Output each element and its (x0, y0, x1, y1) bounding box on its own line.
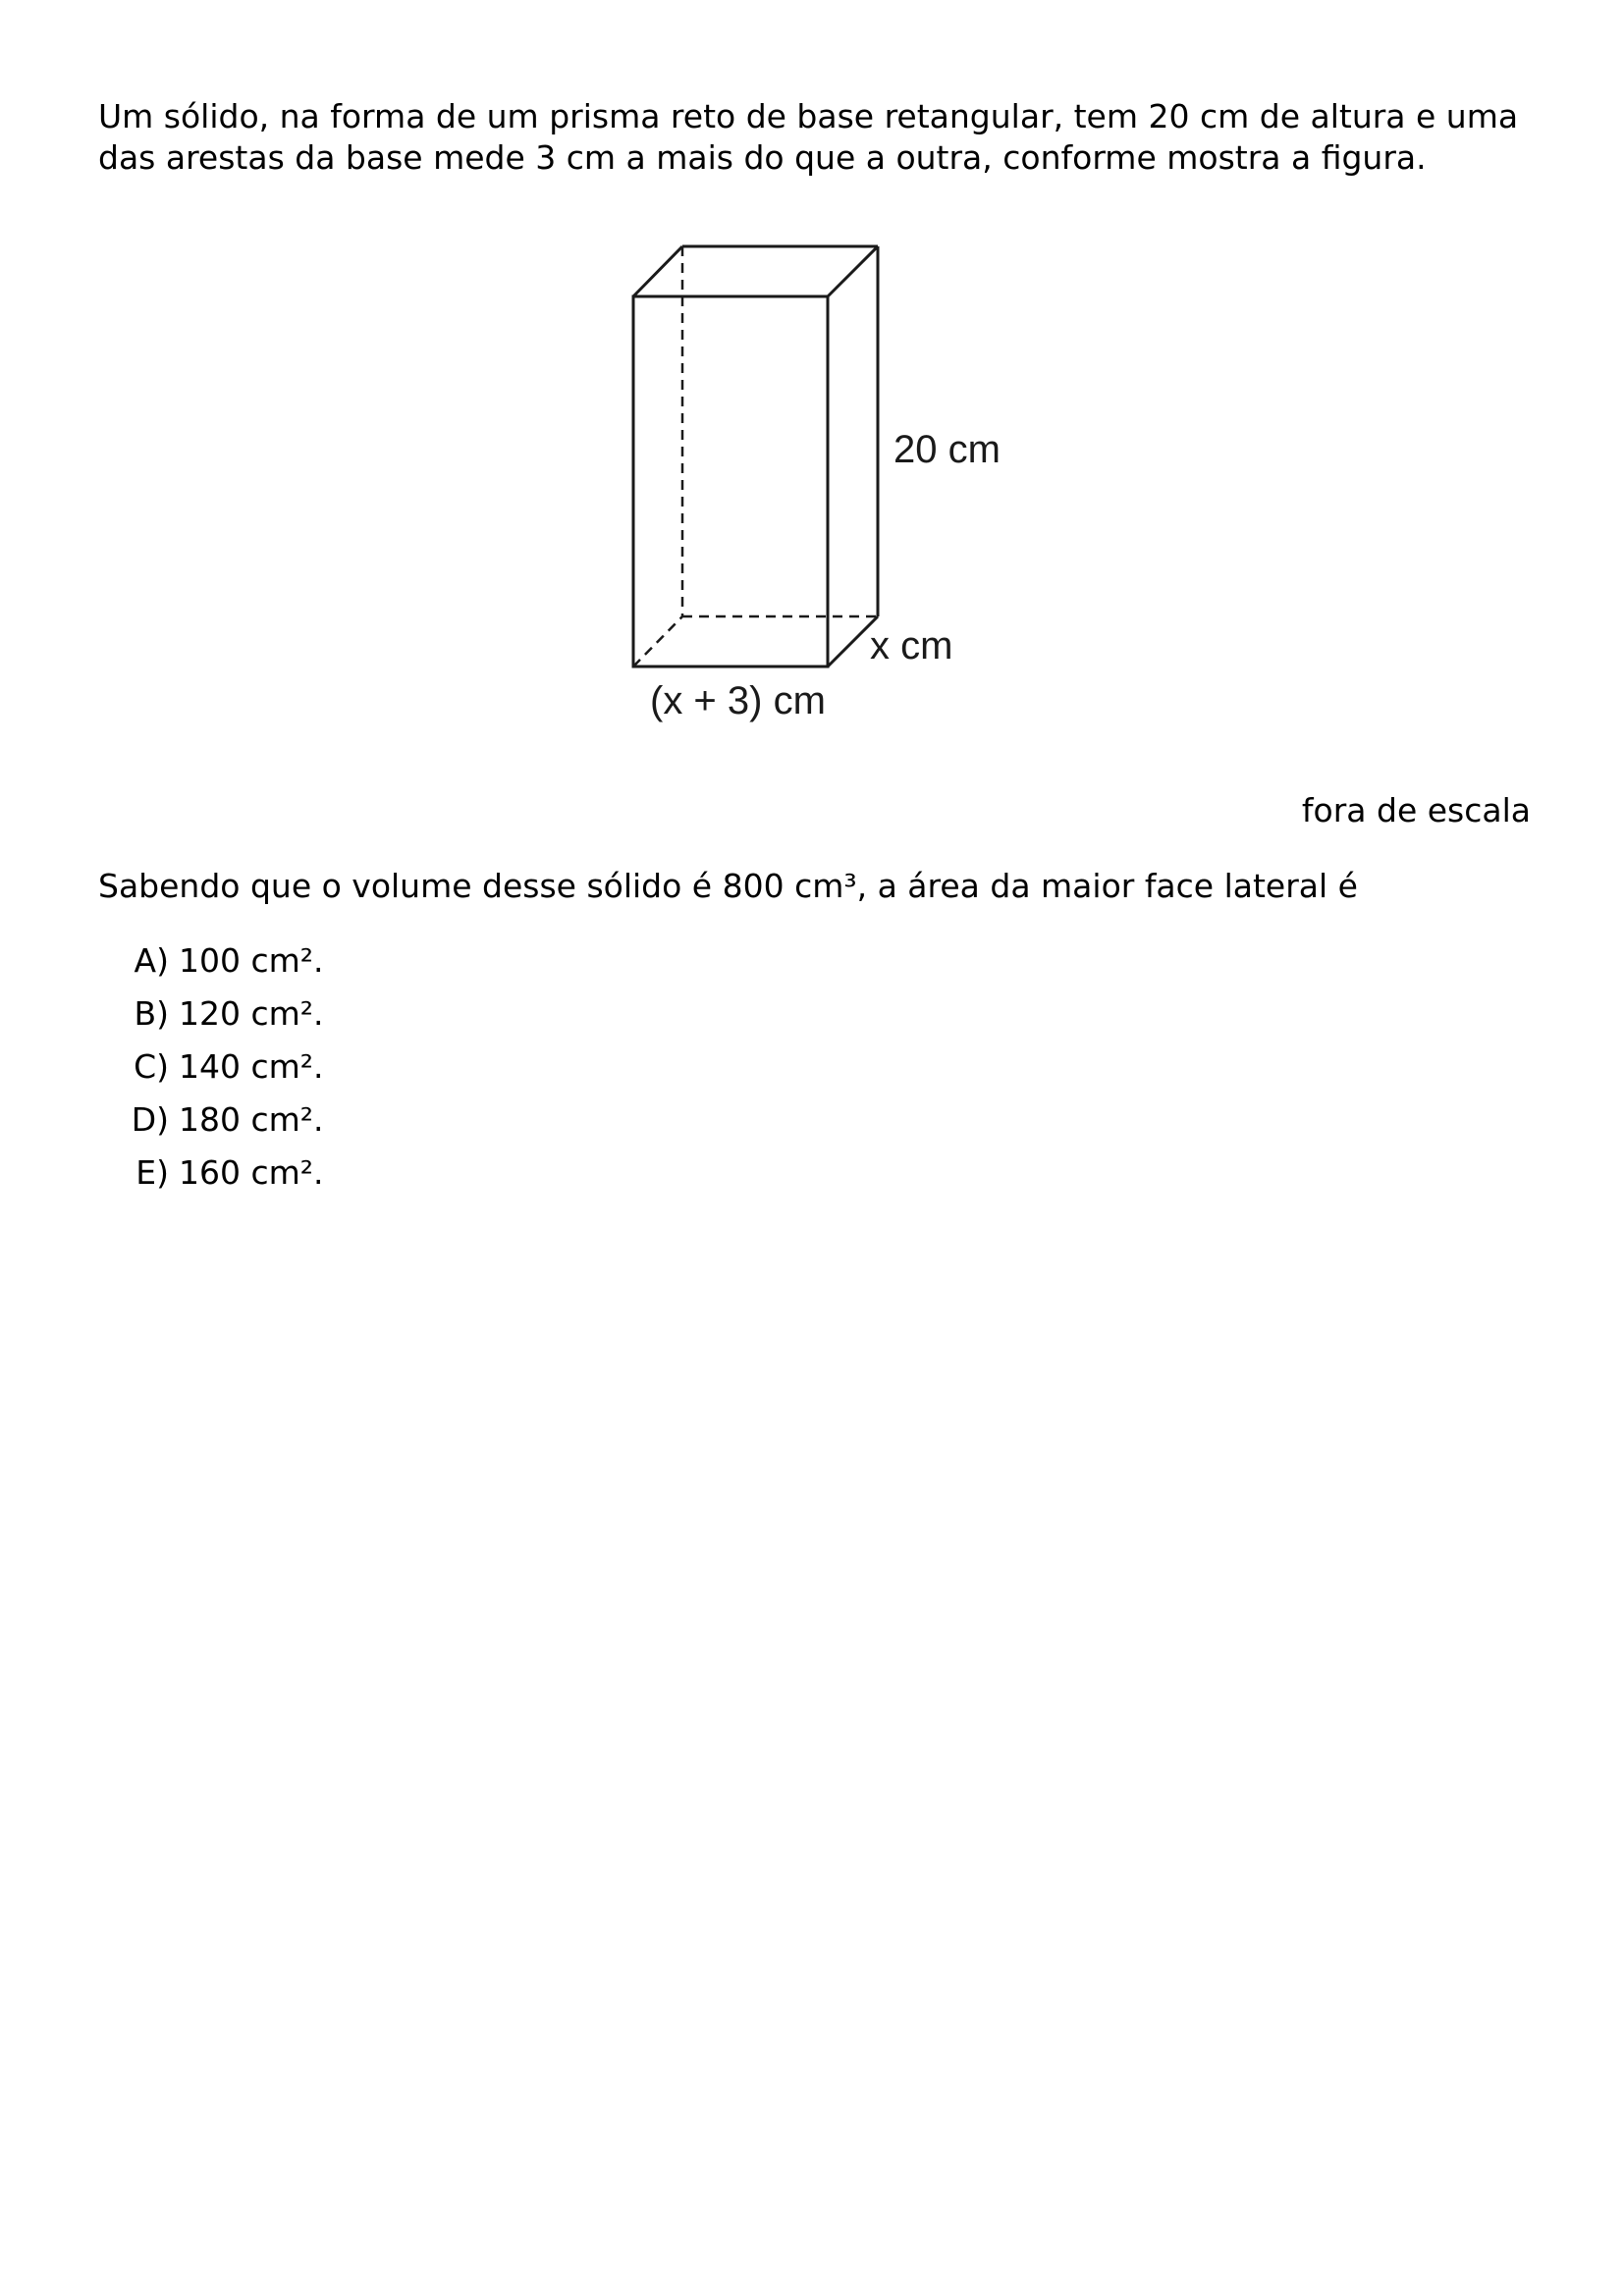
option-a[interactable] (98, 940, 324, 993)
option-letter: E) (135, 1153, 169, 1192)
option-letter: A) (134, 941, 169, 980)
option-text: 140 cm². (179, 1047, 324, 1086)
prism-hidden-diagonal-edge (633, 616, 682, 667)
option-text: 160 cm². (179, 1153, 324, 1192)
prism-top-right-edge (828, 246, 878, 296)
option-letter: C) (134, 1047, 169, 1086)
question-prompt: Sabendo que o volume desse sólido é 800 cm³, a área da maior face lateral é (98, 867, 1358, 905)
option-c[interactable] (98, 1046, 324, 1099)
prism-figure (599, 221, 1031, 741)
option-e[interactable] (98, 1152, 324, 1205)
prism-top-left-edge (633, 246, 682, 296)
answer-options (98, 940, 324, 1205)
option-letter: D) (131, 1100, 169, 1139)
depth-label: x cm (870, 624, 953, 667)
option-letter: B) (134, 994, 169, 1033)
option-text: 120 cm². (179, 994, 324, 1033)
option-b[interactable] (98, 993, 324, 1046)
option-text: 100 cm². (179, 941, 324, 980)
scale-note: fora de escala (1301, 791, 1531, 829)
option-text: 180 cm². (179, 1100, 324, 1139)
option-d[interactable] (98, 1099, 324, 1152)
prism-front-face (633, 296, 828, 667)
question-intro: Um sólido, na forma de um prisma reto de base retangular, tem 20 cm de altura e uma das arestas da base mede 3 cm a mais do que a outra, conforme mostra a figura. (98, 97, 1519, 177)
width-label: (x + 3) cm (650, 679, 826, 722)
height-label: 20 cm (893, 428, 1001, 471)
